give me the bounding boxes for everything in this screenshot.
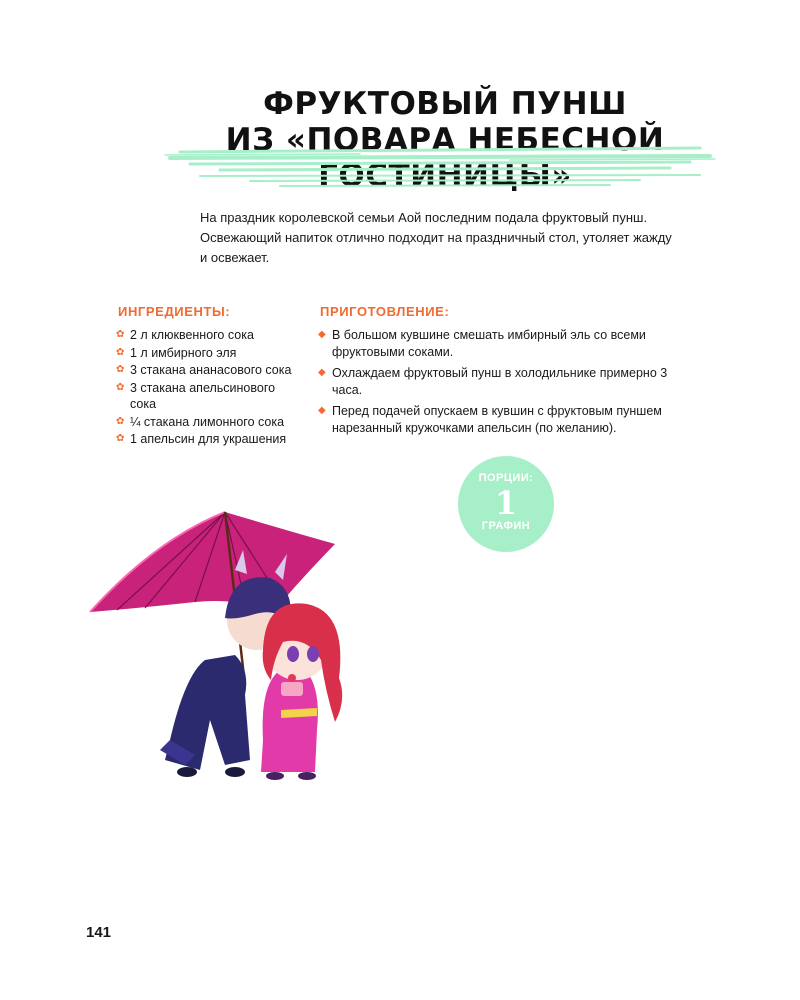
ingredient-text: 3 стакана апельсинового сока <box>130 380 276 411</box>
preparation-steps <box>318 327 688 441</box>
preparation-step <box>318 365 688 398</box>
ingredient-text: 3 стакана ананасового сока <box>130 363 292 377</box>
ingredient-text: 1 л имбирного эля <box>130 345 237 360</box>
flower-bullet-icon: ✿ <box>116 433 125 444</box>
page-number: 141 <box>86 924 112 941</box>
ingredient-item <box>116 362 296 379</box>
ingredient-item <box>116 380 296 413</box>
anime-couple-umbrella-illustration <box>85 510 385 800</box>
preparation-step <box>318 403 688 436</box>
title-line-2: ИЗ «ПОВАРА НЕБЕСНОЙ ГОСТИНИЦЫ» <box>225 122 665 194</box>
servings-count: 1 <box>494 484 518 522</box>
title-line-1: ФРУКТОВЫЙ ПУНШ <box>263 86 627 122</box>
ingredient-item <box>116 414 296 431</box>
diamond-bullet-icon: ◆ <box>318 367 326 378</box>
flower-bullet-icon: ✿ <box>116 415 125 427</box>
flower-bullet-icon: ✿ <box>116 381 125 393</box>
flower-bullet-icon: ✿ <box>116 329 125 340</box>
flower-bullet-icon: ✿ <box>116 346 125 358</box>
mint-brush-stroke-decoration <box>160 118 720 198</box>
ingredient-text: 2 л клюквенного сока <box>130 328 254 342</box>
flower-bullet-icon: ✿ <box>116 364 125 375</box>
ingredient-item <box>116 431 296 448</box>
servings-label: ПОРЦИИ: <box>478 472 534 484</box>
step-text: В большом кувшине смешать имбирный эль со всеми фруктовыми соками. <box>332 328 646 359</box>
ingredient-text: ¼ стакана лимонного сока <box>130 414 285 429</box>
ingredient-item <box>116 327 296 344</box>
diamond-bullet-icon: ◆ <box>318 405 326 416</box>
ingredients-list <box>116 327 296 449</box>
recipe-intro: На праздник королевской семьи Аой последним подала фруктовый пунш. Освежающий напиток отлично подходит на праздничный стол, утоляет жажду и освежает. <box>200 210 672 265</box>
servings-unit: ГРАФИН <box>481 520 531 532</box>
diamond-bullet-icon: ◆ <box>318 329 326 340</box>
servings-badge <box>458 456 554 552</box>
ingredients-heading: ИНГРЕДИЕНТЫ: <box>118 304 231 319</box>
ingredient-item <box>116 345 296 362</box>
preparation-heading: ПРИГОТОВЛЕНИЕ: <box>320 304 450 319</box>
preparation-step <box>318 327 688 360</box>
step-text: Охлаждаем фруктовый пунш в холодильнике примерно 3 часа. <box>332 366 668 397</box>
step-text: Перед подачей опускаем в кувшин с фруктовым пуншем нарезанный кружочками апельсин (по желанию). <box>332 404 662 435</box>
ingredient-text: 1 апельсин для украшения <box>130 432 287 446</box>
